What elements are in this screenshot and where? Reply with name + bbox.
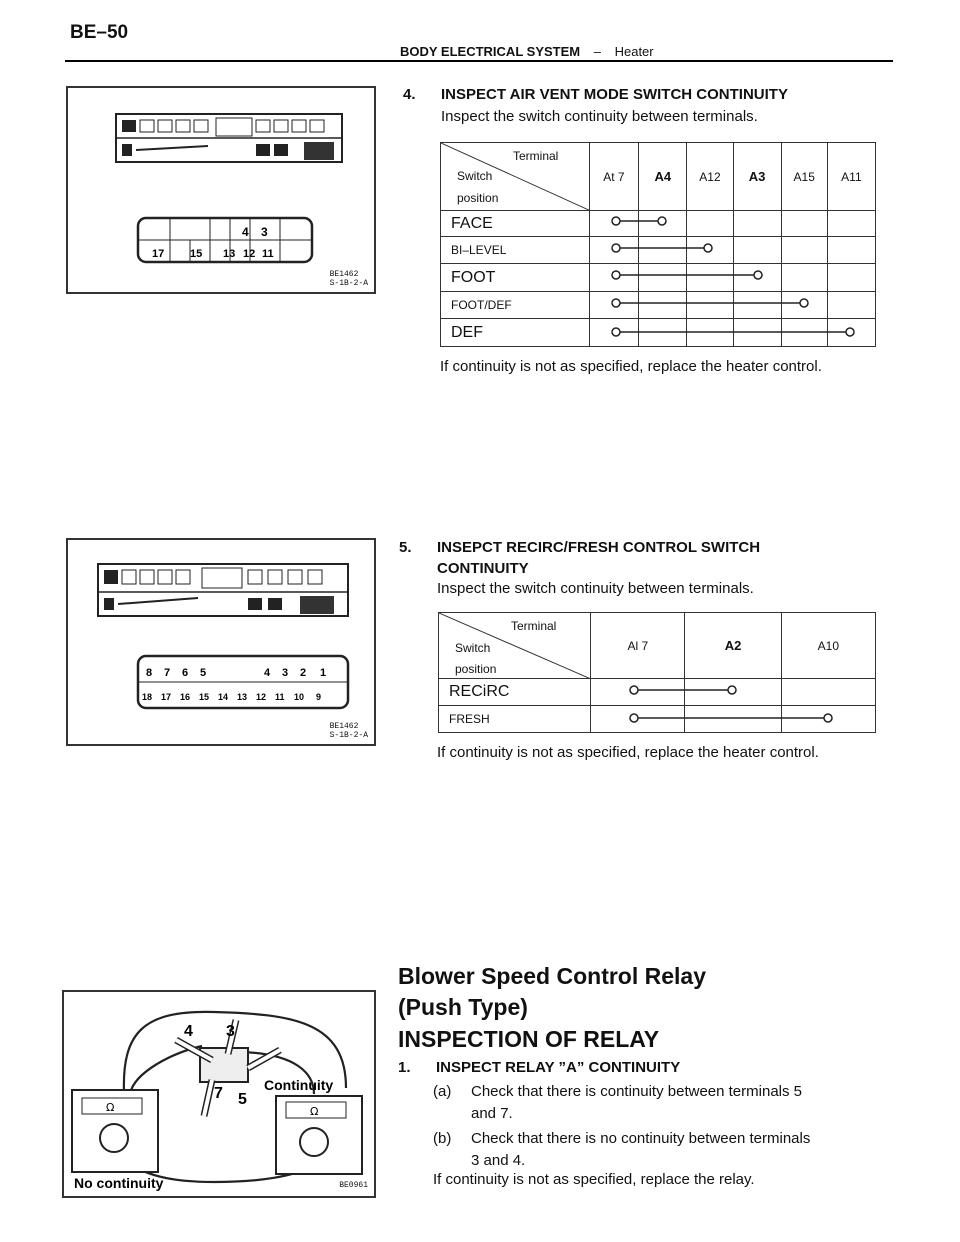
- corner-position-label: position: [457, 191, 499, 205]
- row-label: FOOT/DEF: [441, 292, 590, 319]
- col-header: A11: [827, 143, 875, 211]
- step5-title-line1: INSEPCT RECIRC/FRESH CONTROL SWITCH: [437, 539, 761, 556]
- pin-4: 4: [242, 225, 249, 239]
- col-header: Al 7: [591, 613, 685, 679]
- pin-10: 10: [294, 692, 305, 702]
- step4-heading: [403, 86, 788, 103]
- ohm-symbol-right: Ω: [310, 1105, 319, 1118]
- header-rule: [65, 60, 893, 62]
- relay-section-title-line1: Blower Speed Control Relay: [398, 963, 707, 989]
- step4-continuity-marks: [590, 210, 880, 350]
- item-a-text2: and 7.: [471, 1105, 513, 1122]
- col-header: A12: [687, 143, 733, 211]
- pin-13: 13: [223, 248, 236, 260]
- item-b-label: (b): [433, 1130, 452, 1147]
- row-label: FOOT: [441, 264, 590, 292]
- pin-3: 3: [282, 667, 289, 679]
- pin-4: 4: [264, 667, 271, 679]
- step4-number: 4.: [403, 86, 416, 103]
- header-separator: –: [593, 44, 601, 59]
- figure-code-line1: BE1462: [329, 270, 359, 279]
- col-header: A4: [639, 143, 687, 211]
- item-b-text2: 3 and 4.: [471, 1152, 526, 1169]
- figure-heater-control-1: [66, 86, 376, 294]
- item-a-label: (a): [433, 1083, 452, 1100]
- running-header: [400, 44, 654, 59]
- relay-test-illustration: [64, 992, 374, 1196]
- step4-instruction: Inspect the switch continuity between terminals.: [441, 108, 758, 125]
- heater-control-illustration: [68, 540, 374, 744]
- row-label: BI–LEVEL: [441, 237, 590, 264]
- section-name: BODY ELECTRICAL SYSTEM: [400, 44, 581, 59]
- heater-control-illustration: [68, 88, 374, 292]
- col-header: At 7: [589, 143, 639, 211]
- terminal-4-label: 4: [184, 1023, 193, 1040]
- corner-position-label: position: [455, 662, 497, 676]
- row-label: RECiRC: [439, 679, 591, 706]
- terminal-7-label: 7: [214, 1085, 223, 1102]
- relay-inspection-heading: INSPECTION OF RELAY: [398, 1026, 660, 1052]
- figure-code: [330, 722, 368, 740]
- pin-3: 3: [261, 225, 268, 239]
- table-corner-cell: [441, 143, 590, 211]
- subsection-name: Heater: [614, 44, 654, 59]
- corner-switch-label: Switch: [457, 169, 493, 183]
- relay-step-number: 1.: [398, 1059, 411, 1076]
- pin-12: 12: [243, 248, 256, 260]
- table-corner-cell: [439, 613, 591, 679]
- pin-11: 11: [275, 692, 285, 702]
- step5-title-line2: CONTINUITY: [437, 560, 529, 577]
- corner-switch-label: Switch: [455, 641, 491, 655]
- continuity-label: Continuity: [264, 1077, 334, 1093]
- corner-terminal-label: Terminal: [513, 149, 559, 163]
- step5-note: If continuity is not as specified, replace the heater control.: [437, 744, 819, 761]
- pin-9: 9: [316, 692, 322, 702]
- corner-terminal-label: Terminal: [511, 619, 557, 633]
- step5-number: 5.: [399, 539, 412, 556]
- pin-1: 1: [320, 667, 327, 679]
- figure-code-line1: BE1462: [329, 722, 359, 731]
- relay-note: If continuity is not as specified, replace the relay.: [433, 1171, 755, 1188]
- pin-17: 17: [161, 692, 172, 702]
- pin-14: 14: [218, 692, 229, 702]
- row-label: DEF: [441, 319, 590, 347]
- relay-item-b: [433, 1128, 873, 1172]
- step5-continuity-marks: [620, 676, 880, 732]
- pin-13: 13: [237, 692, 248, 702]
- relay-section-title-line2: (Push Type): [398, 994, 528, 1020]
- pin-2: 2: [300, 667, 307, 679]
- step5-heading: [399, 537, 760, 579]
- col-header: A2: [685, 613, 781, 679]
- item-a-text: Check that there is continuity between terminals 5: [471, 1083, 803, 1100]
- pin-6: 6: [182, 667, 189, 679]
- pin-15: 15: [190, 248, 203, 260]
- col-header: A15: [781, 143, 827, 211]
- figure-relay-test: [62, 990, 376, 1198]
- terminal-5-label: 5: [238, 1091, 247, 1108]
- relay-step1-heading: [398, 1059, 680, 1076]
- figure-code: BE0961: [339, 1181, 368, 1190]
- figure-heater-control-2: [66, 538, 376, 746]
- pin-11: 11: [262, 248, 274, 260]
- row-label: FACE: [441, 211, 590, 237]
- pin-16: 16: [180, 692, 191, 702]
- col-header: A10: [781, 613, 875, 679]
- step4-note: If continuity is not as specified, replace the heater control.: [440, 358, 822, 375]
- relay-step-title: INSPECT RELAY ”A” CONTINUITY: [436, 1059, 681, 1076]
- pin-7: 7: [164, 667, 171, 679]
- pin-5: 5: [200, 667, 207, 679]
- figure-code-line2: S-1B-2-A: [329, 279, 368, 288]
- pin-15: 15: [199, 692, 210, 702]
- step5-instruction: Inspect the switch continuity between terminals.: [437, 580, 754, 597]
- pin-12: 12: [256, 692, 267, 702]
- pin-18: 18: [142, 692, 153, 702]
- pin-17: 17: [152, 248, 165, 260]
- row-label: FRESH: [439, 706, 591, 733]
- figure-code-line2: S-1B-2-A: [329, 731, 368, 740]
- figure-code: [330, 270, 368, 288]
- relay-item-a: [433, 1081, 873, 1125]
- page-number: BE–50: [70, 22, 129, 43]
- no-continuity-label: No continuity: [74, 1175, 164, 1191]
- ohm-symbol-left: Ω: [106, 1101, 115, 1114]
- terminal-3-label: 3: [226, 1023, 235, 1040]
- col-header: A3: [733, 143, 781, 211]
- item-b-text: Check that there is no continuity between terminals: [471, 1130, 811, 1147]
- pin-8: 8: [146, 667, 153, 679]
- step4-title: INSPECT AIR VENT MODE SWITCH CONTINUITY: [441, 86, 788, 103]
